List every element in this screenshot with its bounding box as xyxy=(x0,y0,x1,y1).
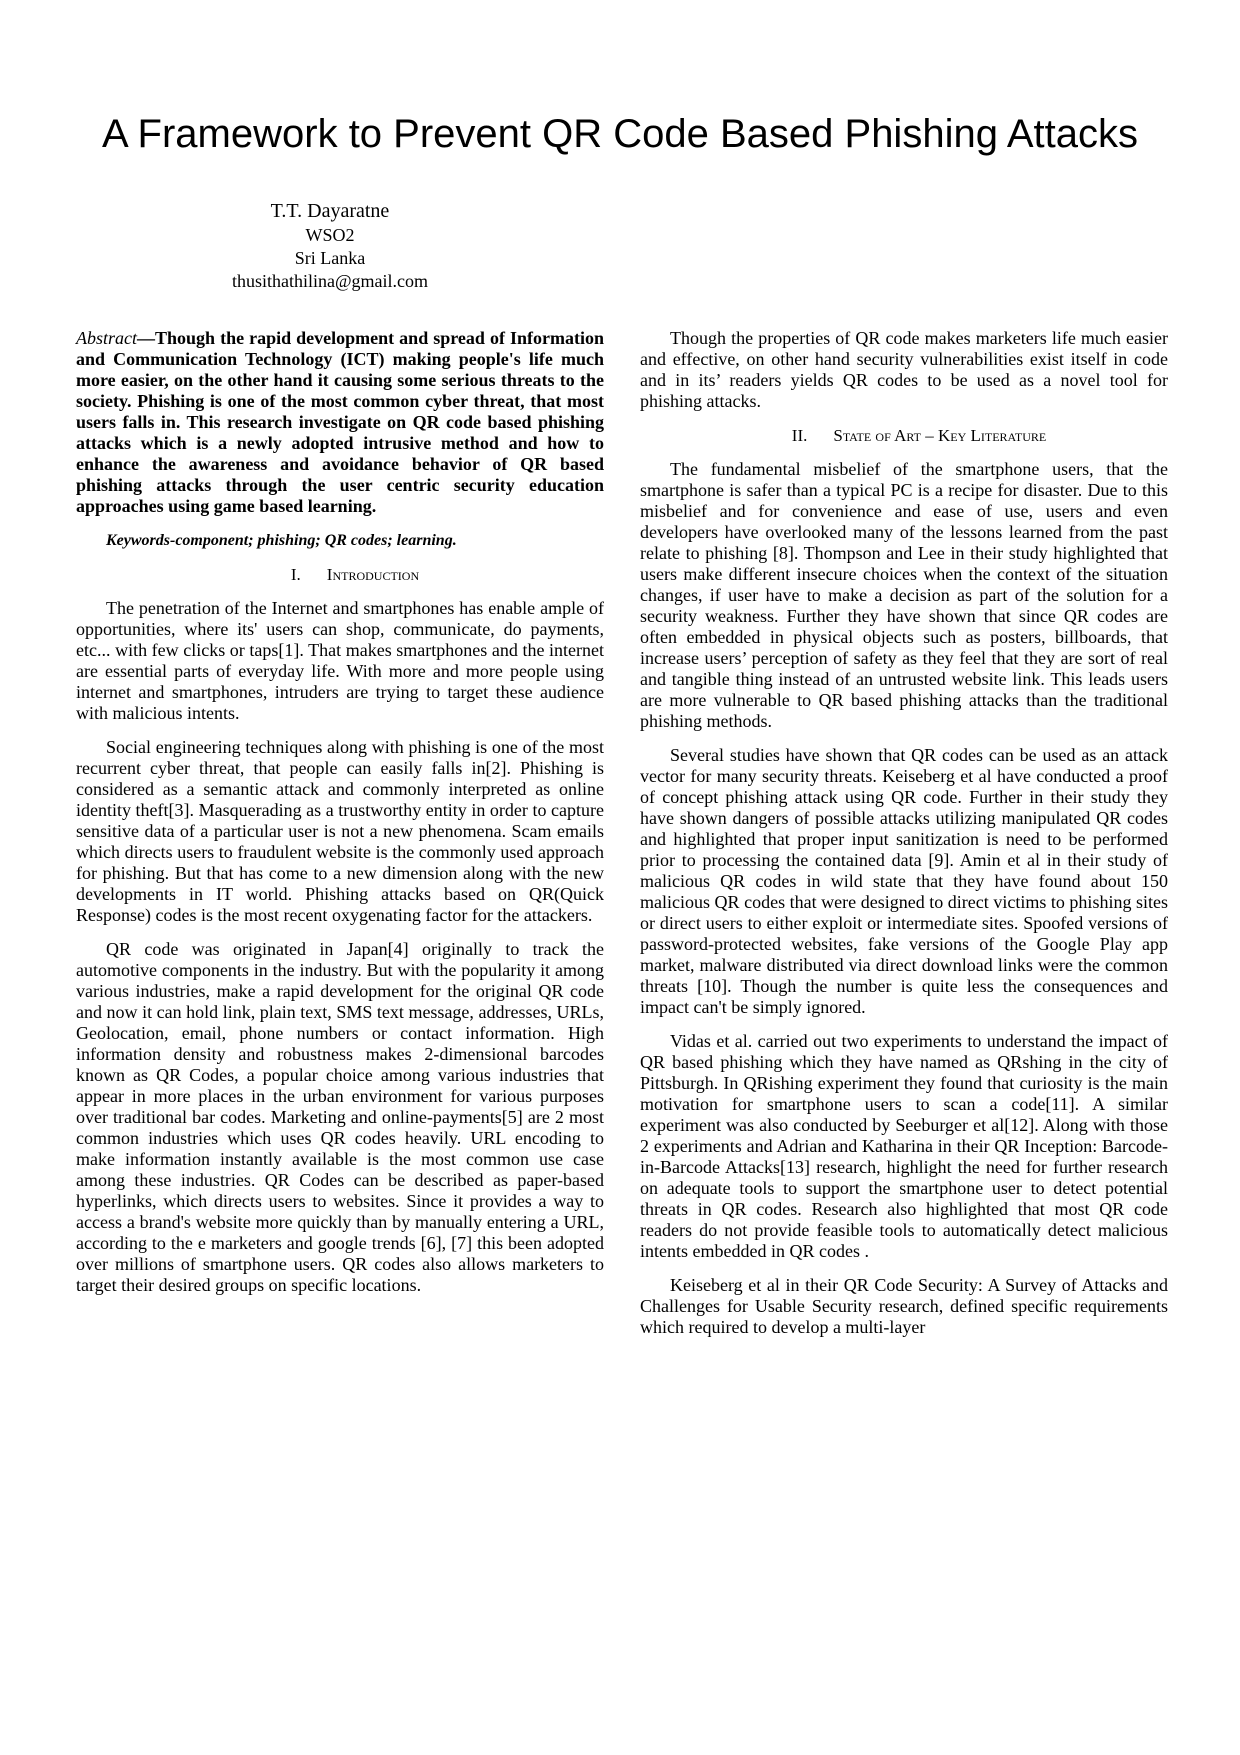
paragraph: Several studies have shown that QR codes can be used as an attack vector for many security threats. Keiseberg et al have conducted a proof of concept phishing attack using QR code. Further in their study they have shown dangers of possible attacks utilizing manipulated QR codes and highlighted that proper input sanitization is need to be performed prior to processing the contained data [9]. Amin et al in their study of malicious QR codes in wild state that they have found about 150 malicious QR codes that were designed to direct victims to phishing sites or direct users to either exploit or intermediate sites. Spoofed versions of password-protected websites, fake versions of the Google Play app market, malware distributed via direct download links were the common threats [10]. Though the number is quite less the consequences and impact can't be simply ignored. xyxy=(640,745,1168,1017)
paragraph: The penetration of the Internet and smartphones has enable ample of opportunities, where its' users can shop, communicate, do payments, etc... with few clicks or taps[1]. That makes smartphones and the internet are essential parts of everyday life. With more and more people using internet and smartphones, intruders are trying to target these audience with malicious intents. xyxy=(76,598,604,723)
abstract-text: Though the rapid development and spread of Information and Communication Technology (ICT) making people's life much more easier, on the other hand it causing some serious threats to the society. Phishing is one of the most common cyber threat, that most users falls in. This research investigate on QR code based phishing attacks which is a newly adopted intrusive method and how to enhance the awareness and avoidance behavior of QR based phishing attacks through the user centric security education approaches using game based learning. xyxy=(76,328,604,516)
author-email: thusithathilina@gmail.com xyxy=(231,271,429,291)
author-block xyxy=(180,198,480,293)
author-country: Sri Lanka xyxy=(294,248,366,268)
section-title: Introduction xyxy=(326,565,420,584)
right-column xyxy=(640,328,1168,1351)
paragraph: Keiseberg et al in their QR Code Security: A Survey of Attacks and Challenges for Usable Security research, defined specific requirements which required to develop a multi-layer xyxy=(640,1275,1168,1337)
paper-title: A Framework to Prevent QR Code Based Phishing Attacks xyxy=(101,112,1139,156)
left-column xyxy=(76,328,604,1309)
paragraph: Social engineering techniques along with phishing is one of the most recurrent cyber threat, that people can easily falls in[2]. Phishing is considered as a semantic attack and commonly interpreted as online identity theft[3]. Masquerading as a trustworthy entity in order to capture sensitive data of a particular user is not a new phenomena. Scam emails which directs users to fraudulent website is the commonly used approach for phishing. But that has come to a new dimension along with the new developments in IT world. Phishing attacks based on QR(Quick Response) codes is the most recent oxygenating factor for the attackers. xyxy=(76,737,604,925)
keywords: Keywords-component; phishing; QR codes; learning. xyxy=(106,532,457,549)
author-name: T.T. Dayaratne xyxy=(270,200,390,222)
author-affiliation: WSO2 xyxy=(305,225,355,245)
abstract-label: Abstract xyxy=(76,328,137,348)
paragraph: Though the properties of QR code makes marketers life much easier and effective, on other hand security vulnerabilities exist itself in code and in its’ readers yields QR codes to be used as a novel tool for phishing attacks. xyxy=(640,328,1168,411)
abstract: Abstract—Though the rapid development and spread of Information and Communication Technology (ICT) making people's life much more easier, on the other hand it causing some serious threats to the society. Phishing is one of the most common cyber threat, that most users falls in. This research investigate on QR code based phishing attacks which is a newly adopted intrusive method and how to enhance the awareness and avoidance behavior of QR based phishing attacks through the user centric security education approaches using game based learning. xyxy=(76,328,604,516)
paragraph: Vidas et al. carried out two experiments to understand the impact of QR based phishing which they have named as QRshing in the city of Pittsburgh. In QRishing experiment they found that curiosity is the main motivation for smartphone users to scan a code[11]. A similar experiment was also conducted by Seeburger et al[12]. Along with those 2 experiments and Adrian and Katharina in their QR Inception: Barcode-in-Barcode Attacks[13] research, highlight the need for further research on adequate tools to support the smartphone user to detect potential threats in QR codes. Research also highlighted that most QR code readers do not provide feasible tools to automatically detect malicious intents embedded in QR codes . xyxy=(640,1031,1168,1261)
section-heading-state-of-art xyxy=(640,425,1168,446)
section-heading-introduction xyxy=(76,564,604,585)
paragraph: The fundamental misbelief of the smartphone users, that the smartphone is safer than a typical PC is a recipe for disaster. Due to this misbelief and for convenience and ease of use, users and even developers have overlooked many of the lessons learned from the past relate to phishing [8]. Thompson and Lee in their study highlighted that users make different insecure choices when the context of the situation changes, if user have to make a decision as part of the solution for a security weakness. Further they have shown that since QR codes are often embedded in physical objects such as posters, billboards, that increase users’ perception of safety as they feel that they are sort of real and tangible thing instead of an untrusted website link. This leads users are more vulnerable to QR based phishing attacks than the traditional phishing methods. xyxy=(640,459,1168,731)
section-number: II. xyxy=(791,426,808,445)
paragraph: QR code was originated in Japan[4] originally to track the automotive components in the industry. But with the popularity it among various industries, make a rapid development for the original QR code and now it can hold link, plain text, SMS text message, addresses, URLs, Geolocation, email, phone numbers or contact information. High information density and robustness makes 2-dimensional barcodes known as QR Codes, a popular choice among various industries that appear in more places in the urban environment for various purposes over traditional bar codes. Marketing and online-payments[5] are 2 most common industries which uses QR codes heavily. URL encoding to make information instantly available is the most common use case among these industries. QR Codes can be described as paper-based hyperlinks, which directs users to websites. Since it provides a way to access a brand's website more quickly than by manually entering a URL, according to the e marketers and google trends [6], [7] this been adopted over millions of smartphone users. QR codes also allows marketers to target their desired groups on specific locations. xyxy=(76,939,604,1295)
section-title: State of Art – Key Literature xyxy=(833,426,1047,445)
section-number: I. xyxy=(290,565,301,584)
